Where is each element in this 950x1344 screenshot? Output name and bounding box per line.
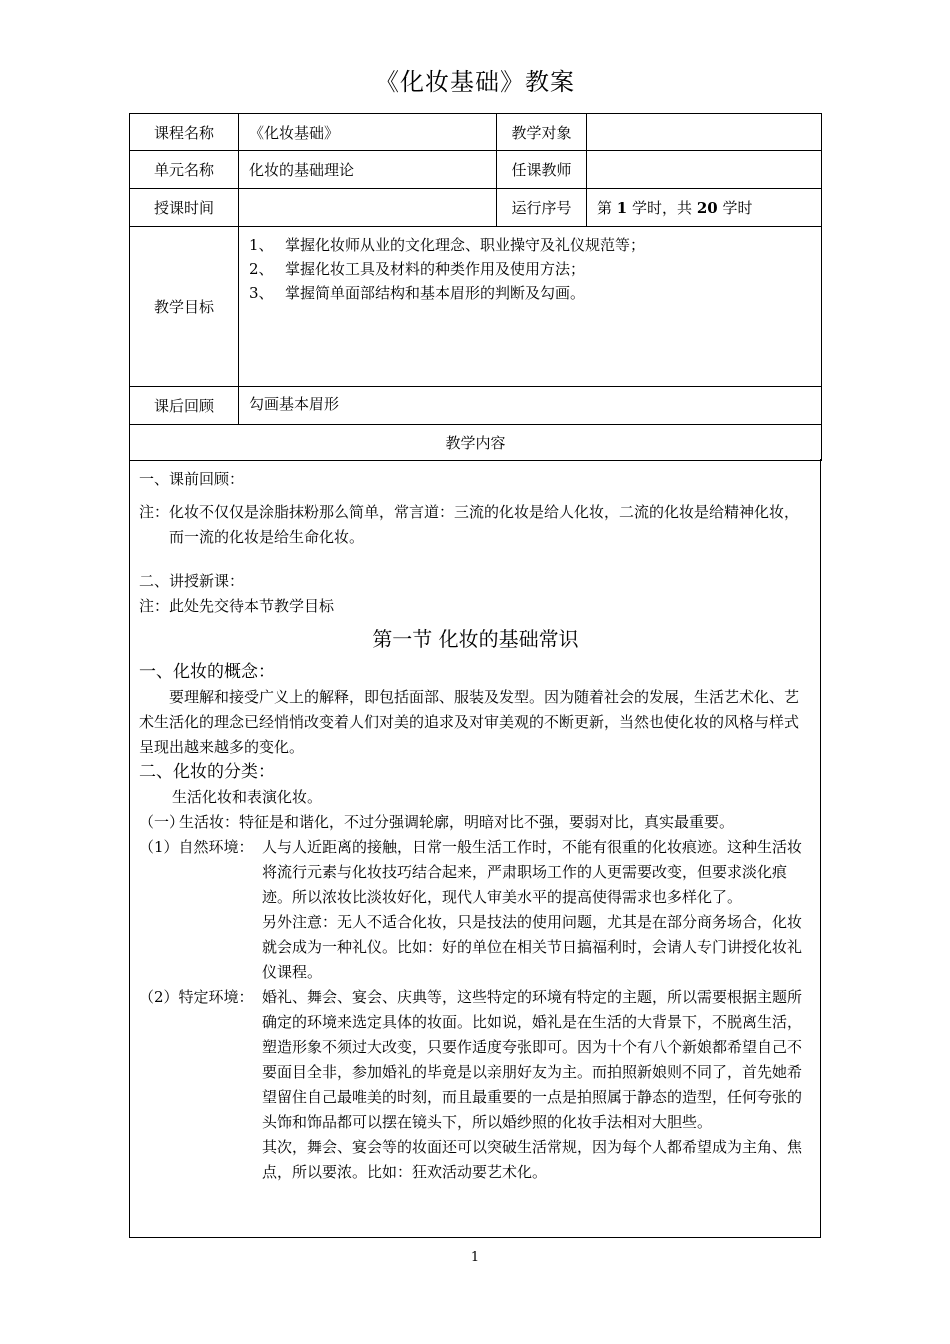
- table-row: [130, 227, 822, 387]
- course-name-label: 课程名称: [130, 114, 239, 151]
- list-item: 2、 掌握化妆工具及材料的种类作用及使用方法；: [249, 260, 586, 278]
- pre-class-review-heading: 一、课前回顾：: [139, 470, 245, 488]
- table-row: [130, 114, 822, 151]
- specific-paragraph: 婚礼、舞会、宴会、庆典等，这些特定的环境有特定的主题，所以需要根据主题所确定的环境来选定具体的妆面。比如说，婚礼是在生活的大背景下，不脱离生活，塑造形象不须过大改变，只要作适度夸张即可。因为十个有八个新娘都希望自己不要面目全非，参加婚礼的毕竟是以亲朋好友为主。而拍照新娘则不同了，首先她希望留住自己最唯美的时刻，而且最重要的一点是拍照属于静态的造型，任何夸张的头饰和饰品都可以摆在镜头下，所以婚纱照的化妆手法相对大胆些。: [262, 988, 803, 1131]
- unit-name-label: 单元名称: [130, 151, 239, 189]
- natural-environment-item: （1）自然环境： 人与人近距离的接触，日常一般生活工作时，不能有很重的化妆痕迹。这种生活妆将流行元素与化妆技巧结合起来，严肃职场工作的人更需要改变，但要求淡化痕迹。所以浓妆比淡妆好化，现代人审美水平的提高使得需求也多样化了。 另外注意：无人不适合化妆，只是技法的使用问题，尤其是在部分商务场合，化妆就会成为一种礼仪。比如：好的单位在相关节日搞福利时，会请人专门讲授化妆礼仪课程。: [139, 835, 812, 985]
- concept-heading: 一、化妆的概念：: [139, 662, 275, 682]
- list-item: 3、 掌握简单面部结构和基本眉形的判断及勾画。: [249, 284, 586, 302]
- sequence-label: 运行序号: [497, 189, 587, 227]
- category-paragraph: 生活化妆和表演化妆。: [172, 788, 323, 806]
- category-heading: 二、化妆的分类：: [139, 762, 275, 782]
- specific-environment-item: （2）特定环境： 婚礼、舞会、宴会、庆典等，这些特定的环境有特定的主题，所以需要根据主题所确定的环境来选定具体的妆面。比如说，婚礼是在生活的大背景下，不脱离生活，塑造形象不须过大改变，只要作适度夸张即可。因为十个有八个新娘都希望自己不要面目全非，参加婚礼的毕竟是以亲朋好友为主。而拍照新娘则不同了，首先她希望留住自己最唯美的时刻，而且最重要的一点是拍照属于静态的造型，任何夸张的头饰和饰品都可以摆在镜头下，所以婚纱照的化妆手法相对大胆些。 其次，舞会、宴会等的妆面还可以突破生活常规，因为每个人都希望成为主角、焦点，所以要浓。比如：狂欢活动要艺术化。: [139, 985, 812, 1185]
- teaching-content-header: 教学内容: [130, 425, 822, 461]
- lesson-info-table: [129, 113, 822, 461]
- teaching-target-label: 教学对象: [497, 114, 587, 151]
- new-lesson-heading: 二、讲授新课：: [139, 572, 245, 590]
- natural-paragraph: 另外注意：无人不适合化妆，只是技法的使用问题，尤其是在部分商务场合，化妆就会成为一种礼仪。比如：好的单位在相关节日搞福利时，会请人专门讲授化妆礼仪课程。: [262, 913, 803, 981]
- daily-makeup-item: （一） 生活妆：特征是和谐化，不过分强调轮廓，明暗对比不强，要弱对比，真实最重要。: [139, 813, 735, 831]
- page-number: 1: [470, 1250, 480, 1265]
- concept-paragraph: 要理解和接受广义上的解释，即包括面部、服装及发型。因为随着社会的发展，生活艺术化、艺术生活化的理念已经悄悄改变着人们对美的追求及对审美观的不断更新，当然也使化妆的风格与样式呈现出越来越多的变化。: [139, 688, 800, 756]
- section-title: 第一节 化妆的基础常识: [372, 627, 579, 651]
- specific-paragraph: 其次，舞会、宴会等的妆面还可以突破生活常规，因为每个人都希望成为主角、焦点，所以要浓。比如：狂欢活动要艺术化。: [262, 1138, 803, 1181]
- natural-paragraph: 人与人近距离的接触，日常一般生活工作时，不能有很重的化妆痕迹。这种生活妆将流行元素与化妆技巧结合起来，严肃职场工作的人更需要改变，但要求淡化痕迹。所以浓妆比淡妆好化，现代人审美水平的提高使得需求也多样化了。: [262, 838, 803, 906]
- objectives-note: 注：此处先交待本节教学目标: [139, 597, 335, 615]
- teaching-content-body: [129, 459, 821, 1238]
- document-title: 《化妆基础》教案: [375, 68, 575, 96]
- teaching-goals-label: 教学目标: [130, 227, 239, 387]
- note-paragraph: 注： 化妆不仅仅是涂脂抹粉那么简单，常言道：三流的化妆是给人化妆，二流的化妆是给精神化妆，而一流的化妆是给生命化妆。: [139, 503, 800, 546]
- post-class-review-value: 勾画基本眉形: [239, 387, 822, 425]
- teaching-target-value: [587, 114, 822, 151]
- list-item: 1、 掌握化妆师从业的文化理念、职业操守及礼仪规范等；: [249, 236, 646, 254]
- unit-name-value: 化妆的基础理论: [239, 151, 497, 189]
- table-row: [130, 387, 822, 425]
- sequence-value: 第 1 学时，共 20 学时: [587, 189, 822, 227]
- teaching-goals-list: [239, 227, 822, 387]
- table-row: [130, 189, 822, 227]
- teacher-value: [587, 151, 822, 189]
- class-time-value: [239, 189, 497, 227]
- post-class-review-label: 课后回顾: [130, 387, 239, 425]
- table-row: [130, 151, 822, 189]
- class-time-label: 授课时间: [130, 189, 239, 227]
- course-name-value: 《化妆基础》: [239, 114, 497, 151]
- table-row: [130, 425, 822, 461]
- teacher-label: 任课教师: [497, 151, 587, 189]
